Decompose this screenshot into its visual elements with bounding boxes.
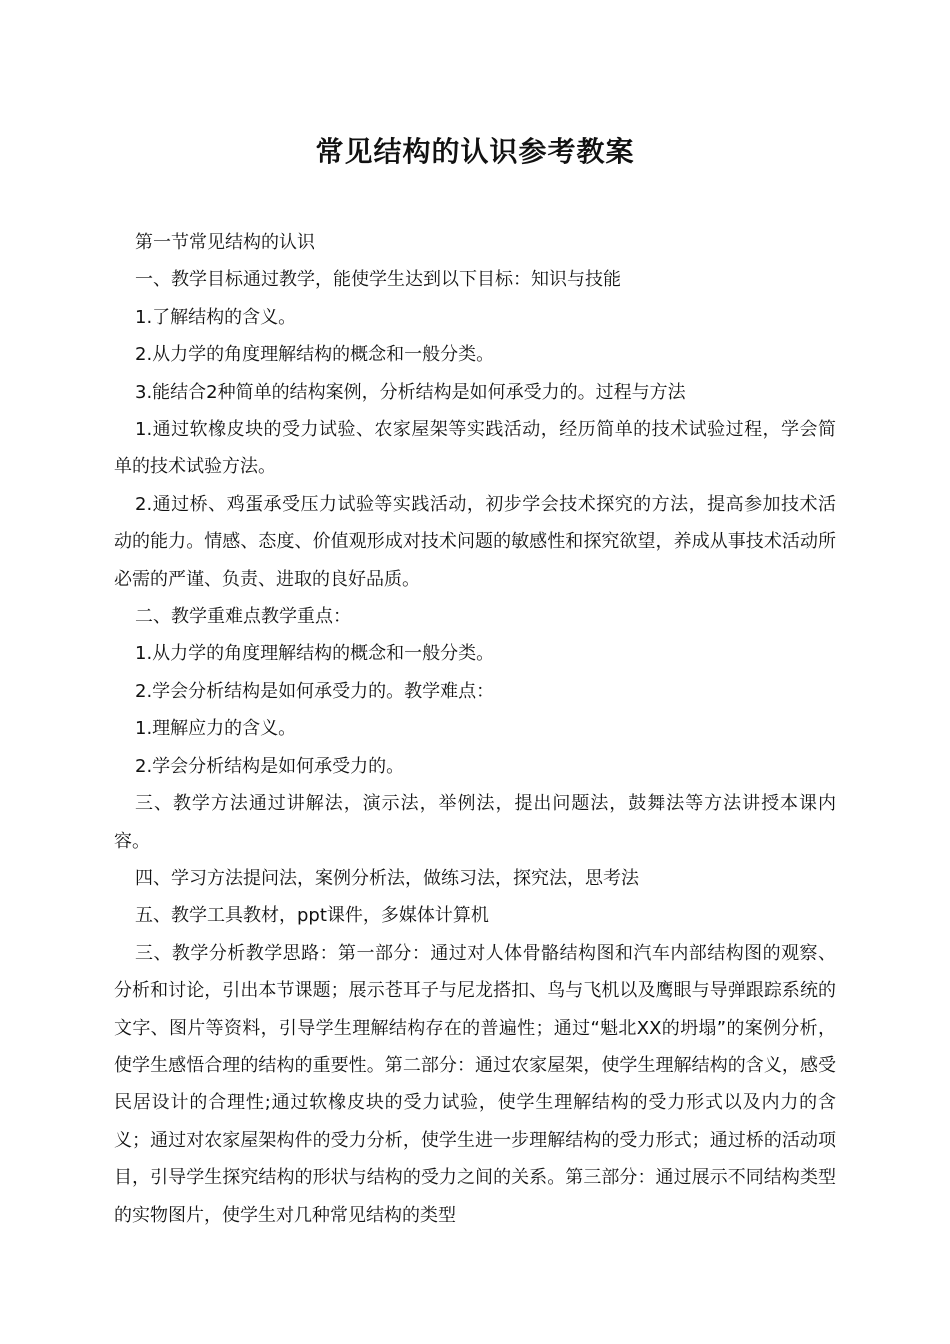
paragraph: 四、学习方法提问法，案例分析法，做练习法，探究法，思考法 [135,867,639,889]
paragraph: 2.从力学的角度理解结构的概念和一般分类。 [135,344,495,366]
paragraph: 1.从力学的角度理解结构的概念和一般分类。 [135,643,495,665]
document-title: 常见结构的认识参考教案 [315,135,635,168]
paragraph: 五、教学工具教材，ppt课件，多媒体计算机 [135,905,489,927]
paragraph: 三、教学方法通过讲解法，演示法，举例法，提出问题法，鼓舞法等方法讲授本课内容。 [114,793,836,852]
paragraph: 1.通过软橡皮块的受力试验、农家屋架等实践活动，经历简单的技术试验过程，学会简单的技术试验方法。 [114,419,836,478]
paragraph: 2.通过桥、鸡蛋承受压力试验等实践活动，初步学会技术探究的方法，提高参加技术活动的能力。情感、态度、价值观形成对技术问题的敏感性和探究欲望，养成从事技术活动所必需的严谨、负责、进取的良好品质。 [114,493,836,590]
paragraph: 3.能结合2种简单的结构案例，分析结构是如何承受力的。过程与方法 [135,381,686,403]
paragraph: 三、教学分析教学思路：第一部分：通过对人体骨骼结构图和汽车内部结构图的观察、分析和讨论，引出本节课题；展示苍耳子与尼龙搭扣、鸟与飞机以及鹰眼与导弹跟踪系统的文字、图片等资料，引导学生理解结构存在的普遍性；通过“魁北XX的坍塌”的案例分析，使学生感悟合理的结构的重要性。第二部分：通过农家屋架，使学生理解结构的含义，感受民居设计的合理性;通过软橡皮块的受力试验，使学生理解结构的受力形式以及内力的含义；通过对农家屋架构件的受力分析，使学生进一步理解结构的受力形式；通过桥的活动项目，引导学生探究结构的形状与结构的受力之间的关系。第三部分：通过展示不同结构类型的实物图片，使学生对几种常见结构的类型 [114,942,836,1226]
section-heading: 第一节常见结构的认识 [135,232,315,253]
paragraph: 1.了解结构的含义。 [135,306,297,328]
document-body [114,224,836,1234]
paragraph: 2.学会分析结构是如何承受力的。 [135,755,405,777]
paragraph: 二、教学重难点教学重点： [135,606,351,628]
paragraph: 2.学会分析结构是如何承受力的。教学难点： [135,680,495,702]
paragraph: 一、教学目标通过教学，能使学生达到以下目标：知识与技能 [135,269,621,291]
paragraph: 1.理解应力的含义。 [135,718,297,740]
